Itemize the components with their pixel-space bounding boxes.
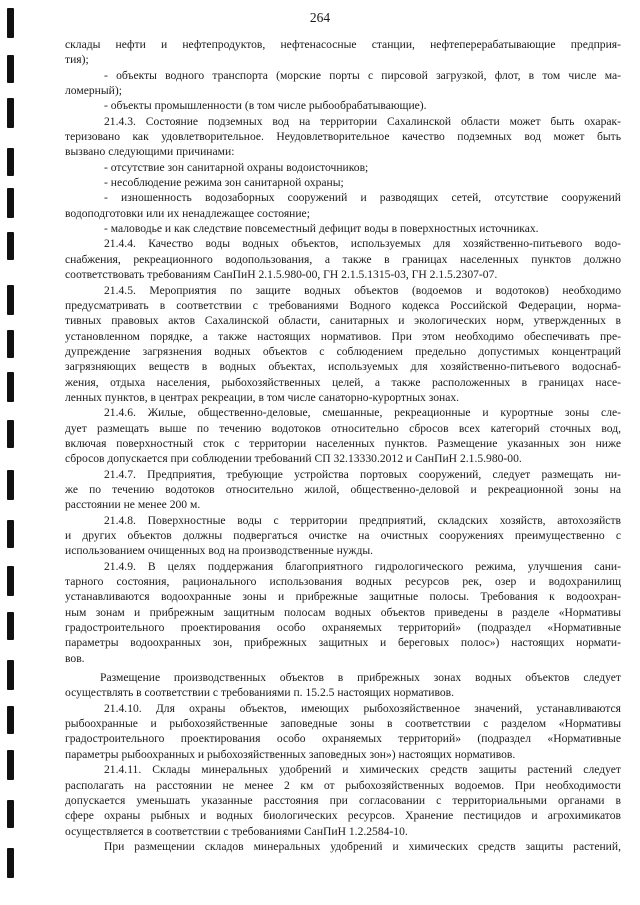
- text-line: тивных правовых актов Сахалинской области, санитарных и экологических норм, утвержденных в: [65, 314, 621, 328]
- binding-mark: [7, 420, 14, 448]
- text-line: склады нефти и нефтепродуктов, нефтенасосные станции, нефтеперерабатывающие предприя-: [65, 38, 621, 51]
- text-line: сфере охраны рыбных и водных биологических ресурсов. Хранение пестицидов и агрохимикатов: [65, 809, 621, 823]
- text-line: дупреждение загрязнения водных объектов с соблюдением предельно допустимых концентраций: [65, 344, 621, 358]
- binding-edge: [7, 0, 15, 905]
- text-line: 21.4.10. Для охраны объектов, имеющих рыбохозяйственное значений, устанавливаются: [104, 701, 621, 715]
- text-line: тия);: [65, 53, 89, 67]
- text-line: же по течению водотоков относительно жилой, общественно-деловой и рекреационной зоны на: [65, 482, 621, 496]
- text-line: градостроительного проектирования особо охраняемых территорий» (подраздел «Нормативные: [65, 621, 621, 635]
- text-line: параметры рыбоохранных и рыбохозяйственных заповедных зон») настоящих нормативов.: [65, 747, 516, 761]
- text-line: расстоянии не менее 200 м.: [65, 498, 201, 512]
- text-line: - изношенность водозаборных сооружений и разводящих сетей, отсутствие сооружений: [104, 191, 621, 205]
- text-line: вов.: [65, 651, 85, 665]
- binding-mark: [7, 232, 14, 260]
- binding-mark: [7, 330, 14, 358]
- text-line: допускается уменьшать указанные расстояния при согласовании с территориальными органами в: [65, 793, 621, 807]
- binding-mark: [7, 660, 14, 690]
- text-line: 21.4.6. Жилые, общественно-деловые, смешанные, рекреационные и курортные зоны сле-: [104, 406, 621, 420]
- text-line: включая поверхностный сток с территории населенных пунктов. Размещение указанных зон ниже: [65, 436, 621, 450]
- text-line: вызвано следующими причинами:: [65, 145, 235, 159]
- text-line: располагать на расстоянии не менее 2 км от рыбохозяйственных водоемов. При необходимости: [65, 778, 621, 792]
- binding-mark: [7, 706, 14, 734]
- text-line: ленных пунктов, в центрах рекреации, в том числе санаторно-курортных зонах.: [65, 390, 460, 404]
- text-line: рыбоохранные и рыбохозяйственные заповедные зоны в соответствии с разделом «Нормативы: [65, 717, 621, 731]
- binding-mark: [7, 848, 14, 878]
- text-line: 21.4.11. Склады минеральных удобрений и химических средств защиты растений следует: [104, 763, 621, 777]
- text-line: теризовано как удовлетворительное. Неудовлетворительное качество подземных вод может быть: [65, 130, 621, 144]
- text-line: 21.4.9. В целях поддержания благоприятного гидрологического режима, улучшения сани-: [104, 559, 621, 573]
- text-line: использованием очищенных вод на производственные нужды.: [65, 544, 374, 558]
- text-line: дует размещать выше по течению водотоков относительно сбросов всех категорий сточных вод,: [65, 421, 621, 435]
- text-line: жения, отдыха населения, рыбохозяйственных целей, а также расположенных в границах насе-: [65, 375, 621, 389]
- text-line: осуществляется в соответствии с требованиями СанПиН 1.2.2584-10.: [65, 824, 408, 838]
- text-line: Размещение производственных объектов в прибрежных зонах водных объектов следует: [100, 671, 621, 685]
- text-line: - объекты промышленности (в том числе рыбообрабатывающие).: [104, 99, 427, 113]
- text-line: градостроительного проектирования особо охраняемых территорий» (подраздел «Нормативные: [65, 732, 621, 746]
- binding-mark: [7, 800, 14, 828]
- text-line: 21.4.7. Предприятия, требующие устройства портовых сооружений, следует размещать ни-: [104, 467, 621, 481]
- binding-mark: [7, 470, 14, 500]
- binding-mark: [7, 55, 14, 83]
- text-line: ным зонам и прибрежным защитным полосам водных объектов приведены в разделе «Нормативы: [65, 605, 621, 619]
- text-line: устанавливаются водоохранные зоны и прибрежные защитные полосы. Требования к водоохран-: [65, 590, 621, 604]
- text-line: загрязняющих веществ в водных объектах, используемых для хозяйственно-питьевого водоснаб-: [65, 360, 621, 374]
- document-body: [65, 37, 621, 854]
- binding-mark: [7, 520, 14, 548]
- binding-mark: [7, 148, 14, 176]
- binding-mark: [7, 566, 14, 596]
- text-line: и других объектов должны подвергаться очистке на очистных сооружениях преимущественно с: [65, 529, 621, 542]
- binding-mark: [7, 188, 14, 218]
- text-line: водоподготовки или их ненадлежащее состояние;: [65, 206, 310, 220]
- binding-mark: [7, 750, 14, 780]
- binding-mark: [7, 612, 14, 640]
- text-line: - несоблюдение режима зон санитарной охраны;: [104, 176, 344, 190]
- text-line: осуществлять в соответствии с требованиями п. 15.2.5 настоящих нормативов.: [65, 686, 455, 700]
- text-line: При размещении складов минеральных удобрений и химических средств защиты растений,: [104, 839, 621, 853]
- text-line: 21.4.3. Состояние подземных вод на территории Сахалинской области может быть охарак-: [104, 114, 621, 128]
- text-line: - маловодье и как следствие повсеместный дефицит воды в поверхностных источниках.: [104, 222, 539, 236]
- text-line: установленном порядке, а также настоящих нормативов. При этом необходимо обеспечивать пре-: [65, 329, 621, 343]
- text-line: 21.4.5. Мероприятия по защите водных объектов (водоемов и водотоков) необходимо: [104, 283, 621, 297]
- text-line: 21.4.8. Поверхностные воды с территории предприятий, складских хозяйств, автохозяйств: [104, 513, 621, 527]
- text-line: 21.4.4. Качество воды водных объектов, используемых для хозяйственно-питьевого водо-: [104, 237, 621, 251]
- text-line: - отсутствие зон санитарной охраны водоисточников;: [104, 160, 369, 174]
- text-line: соответствовать требованиям СанПиН 2.1.5.980-00, ГН 2.1.5.1315-03, ГН 2.1.5.2307-07.: [65, 268, 498, 282]
- text-line: ломерный);: [65, 84, 122, 98]
- text-line: - объекты водного транспорта (морские порты с пирсовой загрузкой, флот, в том числе ма-: [104, 68, 621, 82]
- binding-mark: [7, 372, 14, 402]
- binding-mark: [7, 98, 14, 128]
- binding-mark: [7, 285, 14, 315]
- text-line: параметры водоохранных зон, прибрежных защитных и береговых полос») настоящих нормати-: [65, 636, 621, 650]
- text-line: предусматривать в соответствии с требованиями Водного кодекса Российской Федерации, норма-: [65, 298, 621, 312]
- text-line: сбросов допускается при соблюдении требований СП 32.13330.2012 и СанПиН 2.1.5.980-00.: [65, 452, 522, 466]
- page-number: 264: [309, 10, 331, 25]
- text-line: тарного состояния, рационального использования водных ресурсов рек, озер и водохранилищ: [65, 575, 621, 589]
- text-line: снабжения, рекреационного водопользования, а также в границах населенных пунктов должно: [65, 252, 621, 266]
